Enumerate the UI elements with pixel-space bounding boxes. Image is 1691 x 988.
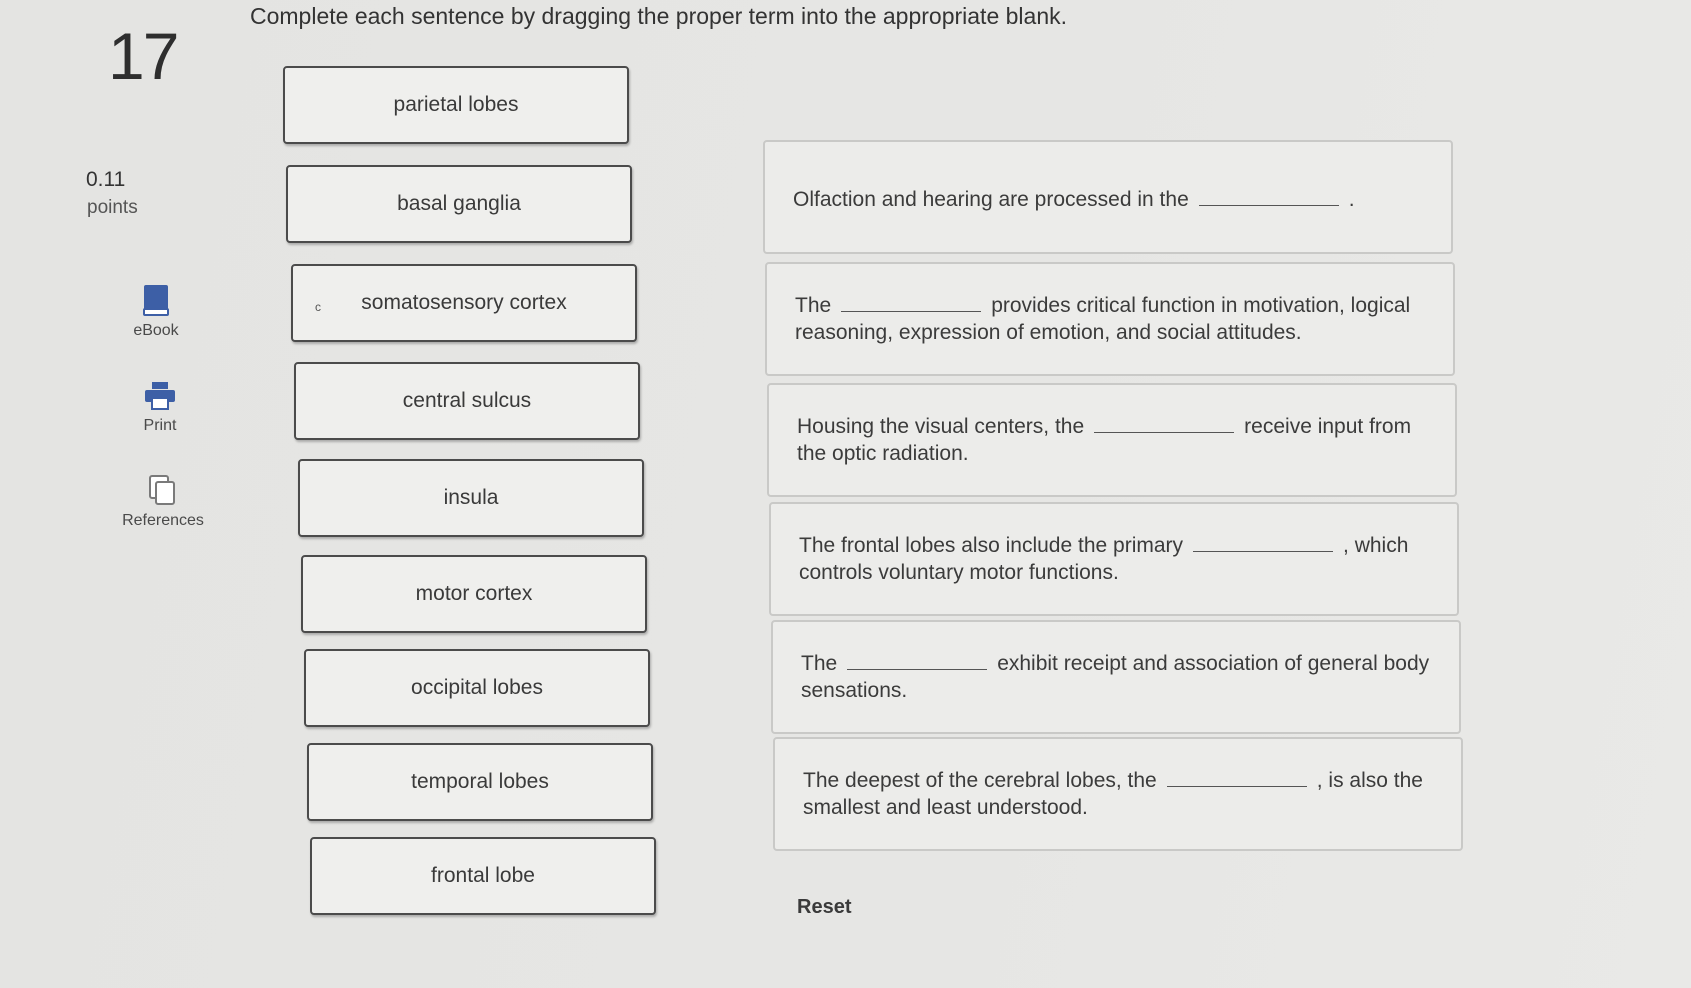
term-parietal-lobes[interactable] — [283, 66, 629, 144]
drop-blank[interactable] — [1094, 420, 1234, 433]
question-number: 17 — [108, 19, 178, 93]
drop-blank[interactable] — [1193, 539, 1333, 552]
term-motor-cortex[interactable] — [301, 555, 647, 633]
term-label: insula — [443, 486, 499, 509]
sentence-5: The exhibit receipt and association of general body sensations. — [771, 620, 1461, 734]
term-somatosensory-cortex[interactable] — [291, 264, 637, 342]
term-label: occipital lobes — [411, 676, 543, 699]
drop-blank[interactable] — [841, 299, 981, 312]
drop-blank[interactable] — [1167, 774, 1307, 787]
term-label: frontal lobe — [431, 864, 535, 887]
term-basal-ganglia[interactable] — [286, 165, 632, 243]
sentence-4: The frontal lobes also include the primary , which controls voluntary motor functions. — [769, 502, 1459, 616]
reset-button[interactable]: Reset — [797, 896, 852, 918]
term-label: central sulcus — [402, 389, 532, 412]
instruction-text: Complete each sentence by dragging the proper term into the appropriate blank. — [250, 3, 1068, 29]
sentence-6: The deepest of the cerebral lobes, the , is also the smallest and least understood. — [773, 737, 1463, 851]
term-label: somatosensory cortex — [361, 291, 567, 314]
term-label: basal ganglia — [397, 192, 521, 215]
print-label: Print — [143, 417, 177, 434]
drop-blank[interactable] — [847, 657, 987, 670]
references-label: References — [122, 512, 204, 529]
points-value: 0.11 — [86, 168, 126, 191]
references-icon — [148, 474, 178, 506]
printer-icon — [144, 381, 176, 411]
sentence-1: Olfaction and hearing are processed in the . — [763, 140, 1453, 254]
drop-blank[interactable] — [1199, 193, 1339, 206]
term-frontal-lobe[interactable] — [310, 837, 656, 915]
references-button[interactable] — [99, 474, 227, 530]
points-label: points — [87, 197, 138, 218]
drag-cursor-icon: ᴄ — [315, 300, 321, 314]
term-label: parietal lobes — [393, 93, 519, 116]
term-insula[interactable] — [298, 459, 644, 537]
print-button[interactable] — [96, 381, 224, 435]
term-occipital-lobes[interactable] — [304, 649, 650, 727]
ebook-button[interactable] — [92, 284, 220, 340]
term-temporal-lobes[interactable] — [307, 743, 653, 821]
term-label: motor cortex — [415, 582, 533, 605]
sentence-3: Housing the visual centers, the receive input from the optic radiation. — [767, 383, 1457, 497]
term-label: temporal lobes — [411, 770, 549, 793]
term-central-sulcus[interactable] — [294, 362, 640, 440]
book-icon — [142, 284, 170, 316]
ebook-label: eBook — [133, 322, 179, 339]
sentence-2: The provides critical function in motivation, logical reasoning, expression of emotion, and social attitudes. — [765, 262, 1455, 376]
